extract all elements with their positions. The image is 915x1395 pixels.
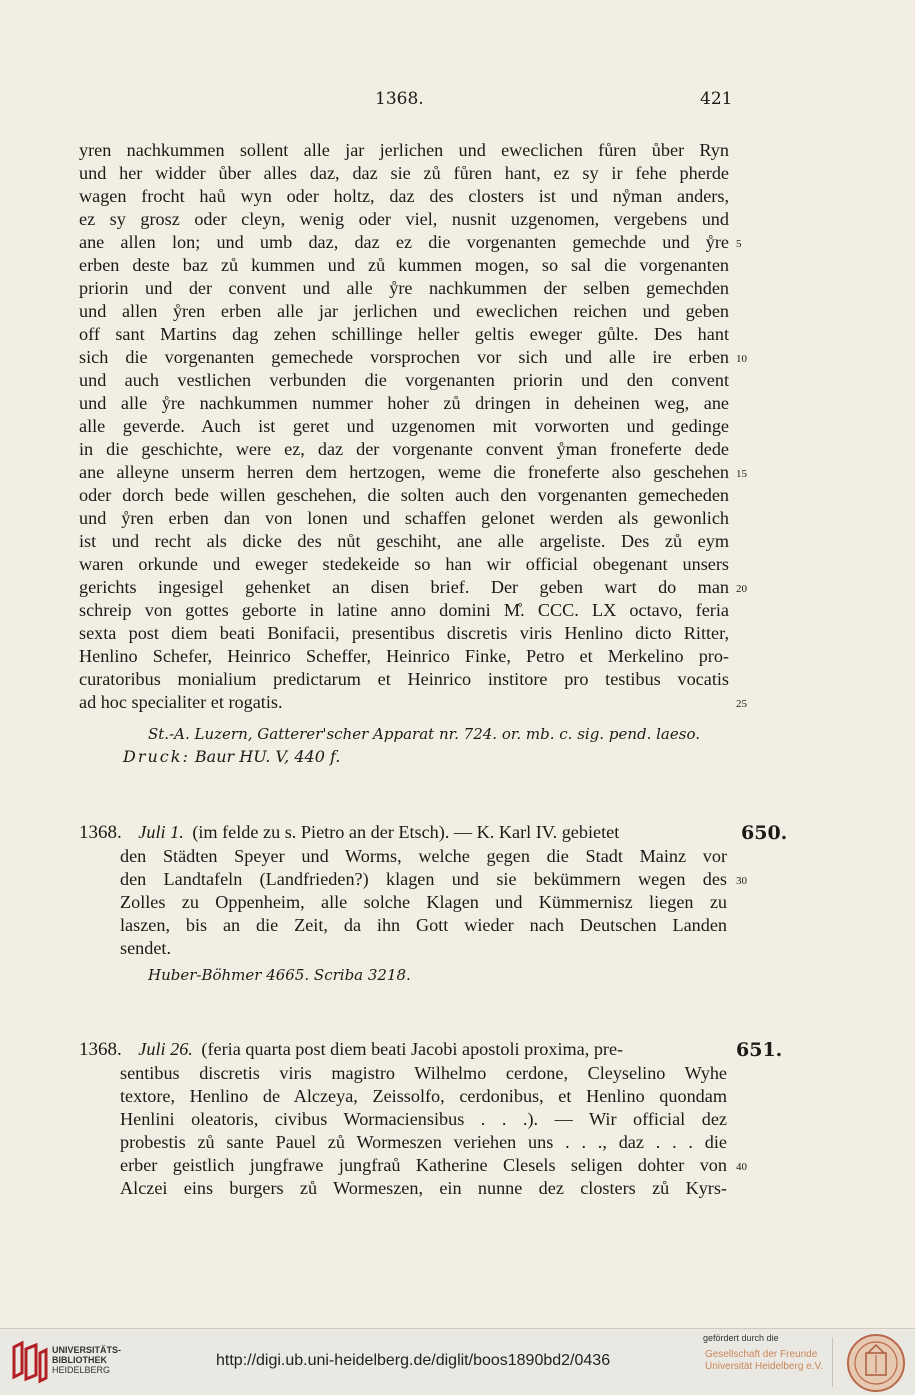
text-line: priorin und der convent und alle ẙre nachkummen der selben gemechden (79, 278, 729, 298)
text-line: und alle ẙre nachkummen nummer hoher zů dringen in deheinen weg, ane (79, 393, 729, 413)
margin-line-number: 30 (736, 875, 747, 887)
print-reference (123, 747, 340, 766)
entry-year: 1368. (79, 822, 122, 843)
text-line: oder dorch bede willen geschehen, die solten auch den vorgenanten gemecheden (79, 485, 729, 505)
text-line: den Städten Speyer und Worms, welche gegen die Stadt Mainz vor (120, 846, 727, 866)
druck-reference: Baur HU. V, 440 f. (194, 747, 341, 766)
text-line: und allen ẙren erben alle jar jerlichen und eweclichen reichen und geben (79, 301, 729, 321)
text-line: sexta post diem beati Bonifacii, presentibus discretis viris Henlino dicto Ritter, (79, 623, 729, 643)
text-line: ane alleyne unserm herren dem hertzogen, weme die froneferte also geschehen (79, 462, 729, 482)
text-line: erber geistlich jungfrawe jungfraů Katherine Clesels seligen dohter von (120, 1155, 727, 1175)
entry-text: (feria quarta post diem beati Jacobi apostoli proxima, pre- (201, 1039, 624, 1059)
archive-source: St.-A. Luzern, Gatterer'scher Apparat nr. 724. or. mb. c. sig. pend. laeso. (148, 725, 700, 743)
text-line: laszen, bis an die Zeit, da ihn Gott wieder nach Deutschen Landen (120, 915, 727, 935)
text-line: Henlino Schefer, Heinrico Scheffer, Heinrico Finke, Petro et Merkelino pro- (79, 646, 729, 666)
entry-date: Juli 26. (138, 1039, 193, 1059)
entry-number: 651. (736, 1039, 783, 1061)
university-seal-icon (846, 1333, 906, 1393)
text-line: und auch vestlichen verbunden die vorgenanten priorin und den convent (79, 370, 729, 390)
margin-line-number: 15 (736, 468, 747, 480)
text-line: curatoribus monialium predictarum et Heinrico institore pro testibus vocatis (79, 669, 729, 689)
entry-year: 1368. (79, 1039, 122, 1060)
viewer-footer (0, 1328, 915, 1395)
margin-line-number: 20 (736, 583, 747, 595)
text-line: ane allen lon; und umb daz, daz ez die vorgenanten gemechde und ẙre (79, 232, 729, 252)
entry-heading-line (79, 822, 619, 844)
text-line: Henlini oleatoris, civibus Wormaciensibus . . .). — Wir official dez (120, 1109, 727, 1129)
text-line: sentibus discretis viris magistro Wilhelmo cerdone, Cleyselino Wyhe (120, 1063, 727, 1083)
text-line: wagen frocht haů wyn oder holtz, daz des closters ist und nẙman anders, (79, 186, 729, 206)
druck-label: Druck: (123, 747, 190, 766)
running-header-year: 1368. (375, 89, 424, 109)
entry-text: (im felde zu s. Pietro an der Etsch). — K. Karl IV. gebietet (192, 822, 620, 842)
text-line: ist und recht als dicke des nůt geschiht, ane alle argeliste. Des zů eym (79, 531, 729, 551)
text-line: ez sy grosz oder cleyn, wenig oder viel, nusnit uzgenomen, vergebens und (79, 209, 729, 229)
permalink-url[interactable]: http://digi.ub.uni-heidelberg.de/diglit/boos1890bd2/0436 (216, 1352, 611, 1369)
text-line: alle geverde. Auch ist geret und uzgenomen mit vorworten und gedinge (79, 416, 729, 436)
text-line: Alczei eins burgers zů Wormeszen, ein nunne dez closters zů Kyrs- (120, 1178, 727, 1198)
page-number: 421 (700, 89, 733, 109)
text-line: probestis zů sante Pauel zů Wormeszen veriehen uns . . ., daz . . . die (120, 1132, 727, 1152)
library-name: UNIVERSITÄTS- BIBLIOTHEK HEIDELBERG (52, 1345, 122, 1375)
text-line: off sant Martins dag zehen schillinge heller geltis eweger gůlte. Des hant (79, 324, 729, 344)
footer-divider (832, 1337, 833, 1387)
text-line: Zolles zu Oppenheim, alle solche Klagen und Kümmernisz liegen zu (120, 892, 727, 912)
entry-heading-line (79, 1039, 623, 1061)
university-library-logo-icon (8, 1337, 50, 1385)
entry-date: Juli 1. (138, 822, 184, 842)
text-line: gerichts ingesigel gehenket an disen brief. Der geben wart do man (79, 577, 729, 597)
margin-line-number: 5 (736, 238, 742, 250)
sponsor-name: Gesellschaft der Freunde Universität Heidelberg e.V. (705, 1349, 824, 1372)
text-line: den Landtafeln (Landfrieden?) klagen und sie bekümmern wegen des (120, 869, 727, 889)
text-line: und her widder ůber alles daz, daz sie zů fůren hant, ez sy ir fehe pherde (79, 163, 729, 183)
text-line: yren nachkummen sollent alle jar jerlichen und eweclichen fůren ůber Ryn (79, 140, 729, 160)
text-line: textore, Henlino de Alczeya, Zeissolfo, cerdonibus, et Henlino quondam (120, 1086, 727, 1106)
text-line: sendet. (120, 938, 172, 958)
entry-source: Huber-Böhmer 4665. Scriba 3218. (148, 966, 411, 984)
text-line: und ẙren erben dan von lonen und schaffen gelonet werden als gewonlich (79, 508, 729, 528)
margin-line-number: 40 (736, 1161, 747, 1173)
sponsor-label: gefördert durch die (703, 1333, 779, 1343)
margin-line-number: 25 (736, 698, 747, 710)
margin-line-number: 10 (736, 353, 747, 365)
text-line: schreip von gottes geborte in latine anno domini M̊. CCC. LX octavo, feria (79, 600, 729, 620)
text-line: ad hoc specialiter et rogatis. (79, 692, 283, 712)
entry-number: 650. (741, 822, 788, 844)
text-line: waren orkunde und eweger stedekeide so han wir official obegenant unsers (79, 554, 729, 574)
text-line: sich die vorgenanten gemechede vorsprochen vor sich und alle ire erben (79, 347, 729, 367)
text-line: in die geschichte, were ez, daz der vorgenante convent ẙman froneferte dede (79, 439, 729, 459)
text-line: erben deste baz zů kummen und zů kummen mogen, so sal die vorgenanten (79, 255, 729, 275)
